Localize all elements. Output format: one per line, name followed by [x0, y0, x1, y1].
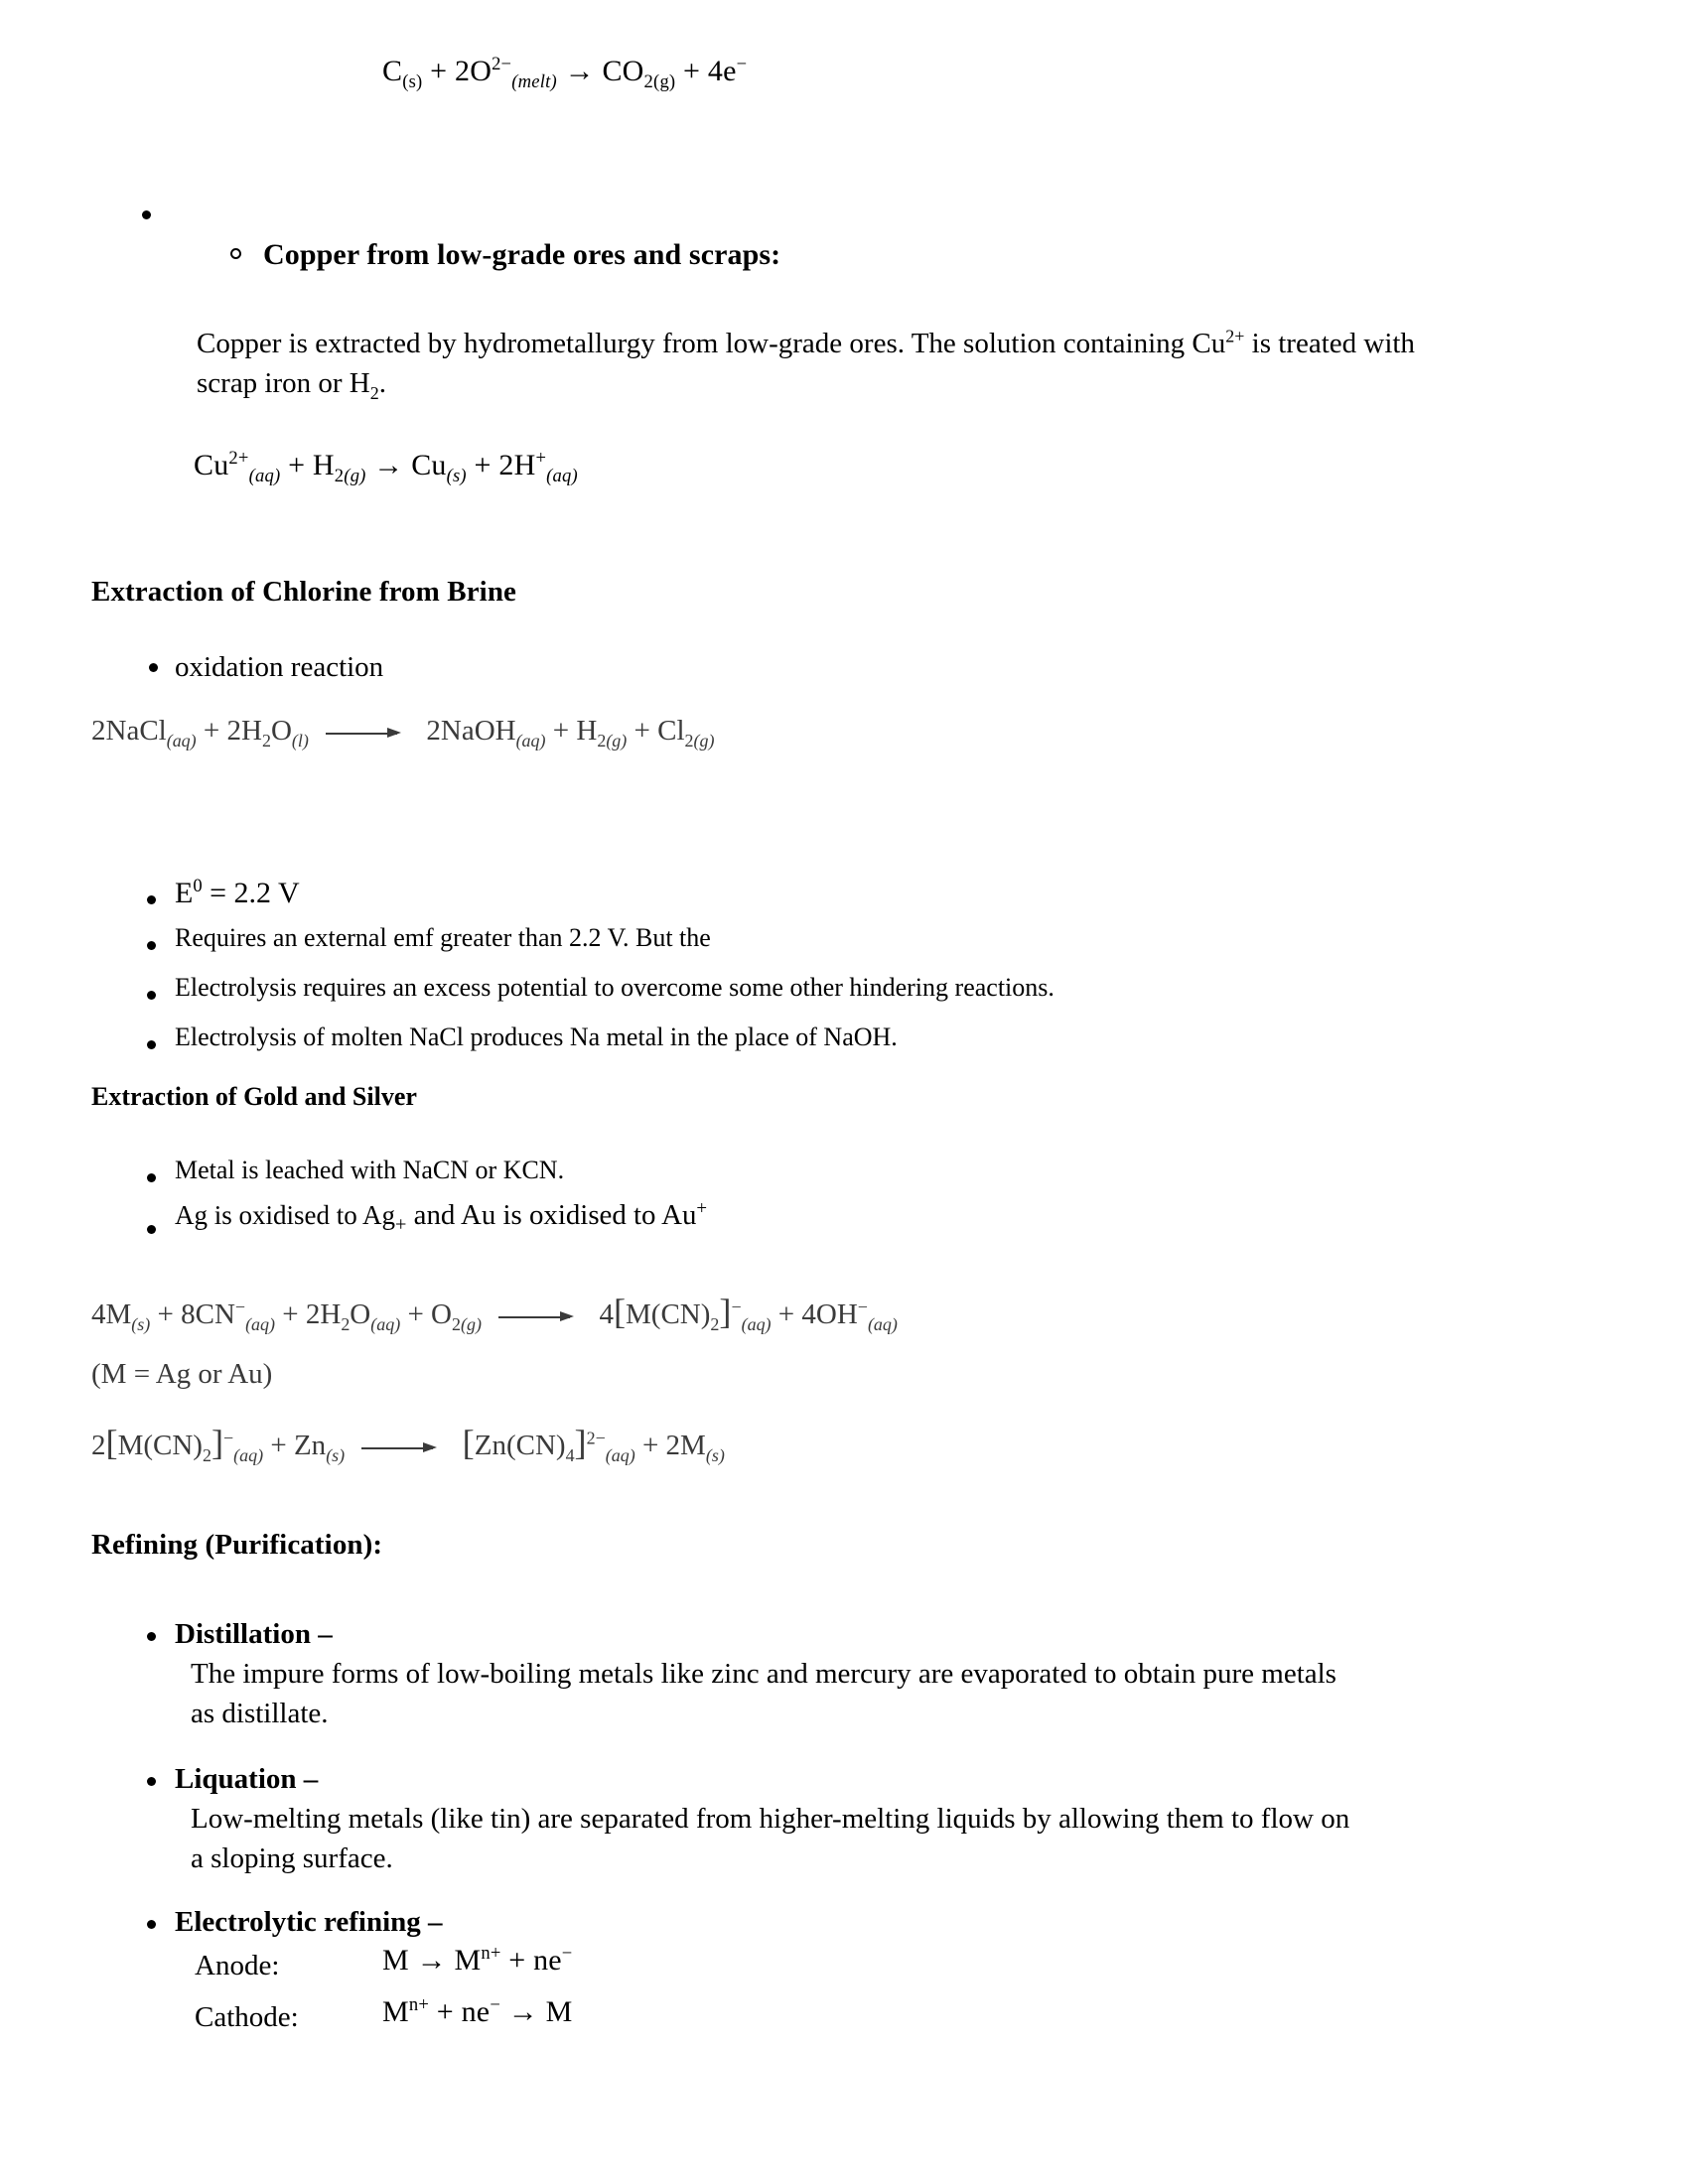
eq-brine-h2-sub: 2: [597, 730, 607, 751]
eq-zn-state: (s): [326, 1444, 346, 1465]
bullet-marker-leach: [147, 1173, 156, 1182]
chlorine-section-heading: Extraction of Chlorine from Brine: [91, 576, 517, 608]
eq-brine-coeff-1: 2: [91, 715, 106, 747]
eq-cu-h-species: H: [513, 449, 536, 481]
copper-paragraph-part1: Copper is extracted by hydrometallurgy from low-grade ores. The solution containing Cu: [197, 328, 1226, 359]
eq-zn-rhs-complex: Zn(CN): [474, 1430, 566, 1461]
eq-cn-cn-charge: −: [234, 1297, 246, 1317]
emf-superscript: 0: [193, 876, 203, 896]
eq-cn-complex-sub: 2: [710, 1313, 720, 1334]
refining-heading: Refining (Purification):: [91, 1529, 383, 1561]
eq-zn-arrow-icon: [361, 1442, 447, 1452]
eq-cn-plus-1: +: [157, 1298, 174, 1330]
eq-cn-coeff-2: 8: [181, 1298, 196, 1330]
eq-carbon-lhs-state: (s): [402, 71, 423, 92]
eq-cn-coeff-3: 2: [305, 1298, 321, 1330]
eq-carbon-oxide-state: (melt): [511, 71, 557, 92]
eq-cu-species: Cu: [194, 449, 229, 481]
eq-carbon-rhs-species: CO: [602, 55, 644, 87]
eq-zn-complex-1: M(CN): [117, 1430, 203, 1461]
bullet-marker-electrolytic: [147, 1920, 156, 1929]
eq-carbon-electron: e: [723, 55, 737, 87]
emf-value-text: = 2.2 V: [210, 877, 300, 909]
eq-zn-rhs-complex-sub: 4: [565, 1444, 575, 1465]
eq-brine-h2: H: [576, 715, 598, 747]
eq-cn-bracket-open: [: [613, 1292, 627, 1331]
eq-carbon-oxide: O: [470, 55, 492, 87]
eq-zn-complex-1-sub: 2: [202, 1444, 211, 1465]
eq-anode-rhs-species: M: [454, 1944, 482, 1977]
eq-zn-plus-2: +: [641, 1430, 659, 1461]
bullet-marker-empty: [142, 210, 151, 219]
eq-cathode-plus: +: [436, 1995, 454, 2028]
eq-zn-m-state: (s): [705, 1444, 725, 1465]
eq-brine-h: H: [241, 715, 262, 747]
eq-carbon-rhs-state: (g): [653, 71, 676, 92]
eq-cathode-electron-charge: −: [490, 1994, 500, 2015]
equation-brine-electrolysis: [91, 715, 715, 751]
copper-paragraph-end: .: [378, 367, 386, 399]
refining-item-2-title: Electrolytic refining –: [175, 1906, 443, 1938]
eq-cu-h-coeff: 2: [498, 449, 514, 481]
eq-brine-arrow-icon: [326, 728, 411, 738]
eq-cu-h2-sub: 2: [334, 466, 345, 486]
oxidation-part-1: Ag is oxidised to Ag: [175, 1200, 396, 1230]
chlorine-bullet-oxidation: oxidation reaction: [175, 651, 384, 683]
eq-cn-h-sub: 2: [341, 1313, 351, 1334]
chlorine-emf-value: [175, 874, 300, 913]
equation-cathode: [382, 1995, 572, 2029]
cathode-label: Cathode:: [195, 2001, 299, 2033]
eq-zn-rhs-complex-charge: 2−: [586, 1428, 606, 1448]
eq-brine-nacl-state: (aq): [166, 730, 197, 751]
eq-cn-plus-3: +: [407, 1298, 424, 1330]
refining-item-0-title: Distillation –: [175, 1618, 333, 1650]
equation-carbon-anode: [382, 54, 748, 92]
eq-cu-arrow-icon: →: [373, 449, 404, 481]
eq-cn-o: O: [350, 1298, 371, 1330]
eq-cn-cn: CN: [195, 1298, 235, 1330]
eq-carbon-electron-charge: −: [736, 54, 748, 74]
eq-zn-rhs-bracket-open: [: [462, 1423, 475, 1462]
eq-brine-rhs-coeff-1: 2: [426, 715, 441, 747]
eq-zn-coeff-1: 2: [91, 1430, 106, 1461]
eq-cn-water-state: (aq): [370, 1313, 401, 1334]
eq-anode-plus: +: [508, 1944, 526, 1977]
eq-anode-lhs: M: [382, 1944, 409, 1977]
copper-paragraph: [197, 324, 1477, 403]
eq-cn-o2: O: [431, 1298, 452, 1330]
gold-silver-oxidation-line: [175, 1198, 708, 1236]
eq-zn-complex-1-state: (aq): [233, 1444, 264, 1465]
eq-zn-m-coeff: 2: [665, 1430, 681, 1461]
eq-brine-nacl: NaCl: [105, 715, 167, 747]
eq-brine-plus-2: +: [552, 715, 570, 747]
eq-brine-cl2: Cl: [657, 715, 685, 747]
chlorine-bullet-2: Electrolysis of molten NaCl produces Na metal in the place of NaOH.: [175, 1023, 898, 1051]
eq-brine-naoh: NaOH: [440, 715, 516, 747]
eq-brine-naoh-state: (aq): [515, 730, 546, 751]
eq-cn-rhs-coeff: 4: [599, 1298, 614, 1330]
eq-carbon-coeff-2: 2: [454, 55, 471, 87]
eq-zn-rhs-complex-state: (aq): [605, 1444, 635, 1465]
bullet-marker-oxidation: [149, 663, 158, 672]
metal-definition-note: (M = Ag or Au): [91, 1358, 273, 1390]
eq-cu-plus-2: +: [474, 449, 492, 481]
bullet-marker-distillation: [147, 1632, 156, 1641]
eq-brine-water-state: (l): [291, 730, 309, 751]
copper-heading: Copper from low-grade ores and scraps:: [263, 238, 781, 271]
emf-symbol: E: [175, 877, 194, 909]
eq-cn-arrow-icon: [498, 1311, 584, 1321]
eq-anode-electrons: ne: [533, 1944, 562, 1977]
eq-cn-o2-state: (g): [460, 1313, 482, 1334]
gold-silver-heading: Extraction of Gold and Silver: [91, 1082, 417, 1111]
eq-carbon-plus-1: +: [430, 55, 448, 87]
eq-brine-h-sub: 2: [261, 730, 271, 751]
eq-brine-h2-state: (g): [606, 730, 628, 751]
oxidation-au-charge: +: [696, 1198, 708, 1219]
eq-cn-cn-state: (aq): [245, 1313, 275, 1334]
anode-label: Anode:: [195, 1950, 280, 1981]
eq-cn-complex-charge: −: [731, 1297, 742, 1317]
eq-cu-state: (aq): [248, 466, 281, 486]
eq-cn-m: M: [105, 1298, 132, 1330]
eq-cn-oh: OH: [815, 1298, 858, 1330]
eq-carbon-lhs-species: C: [382, 55, 403, 87]
eq-cn-oh-coeff: 4: [801, 1298, 816, 1330]
eq-carbon-electron-coeff: 4: [707, 55, 724, 87]
oxidation-ag-charge: +: [395, 1213, 407, 1236]
copper-cu-charge: 2+: [1225, 326, 1245, 346]
oxidation-part-2: and Au is oxidised to Au: [406, 1199, 697, 1231]
eq-zn-m: M: [680, 1430, 706, 1461]
eq-cu-rhs-state: (s): [446, 466, 467, 486]
eq-zn-species: Zn: [293, 1430, 327, 1461]
bullet-marker-chlorine-0: [147, 941, 156, 950]
bullet-marker-liquation: [147, 1777, 156, 1786]
eq-brine-plus-3: +: [633, 715, 650, 747]
refining-item-1-body: Low-melting metals (like tin) are separated from higher-melting liquids by allowing them to flow on a sloping surface.: [191, 1803, 1350, 1874]
eq-zn-complex-1-charge: −: [223, 1428, 234, 1448]
bullet-marker-chlorine-1: [147, 991, 156, 1000]
eq-anode-arrow-icon: →: [416, 1944, 447, 1977]
eq-cu-h-state: (aq): [546, 466, 578, 486]
eq-cn-o2-sub: 2: [452, 1313, 461, 1334]
eq-cathode-electrons: ne: [461, 1995, 491, 2028]
eq-brine-plus-1: +: [203, 715, 220, 747]
eq-cn-m-state: (s): [131, 1313, 151, 1334]
eq-carbon-oxide-charge: 2−: [492, 54, 512, 74]
eq-cu-rhs-species: Cu: [411, 449, 447, 481]
eq-brine-cl2-state: (g): [693, 730, 715, 751]
equation-copper-displacement: [194, 448, 578, 486]
bullet-marker-copper-heading: [230, 248, 241, 259]
eq-cu-plus-1: +: [288, 449, 306, 481]
chlorine-bullet-0: Requires an external emf greater than 2.2 V. But the: [175, 923, 711, 952]
eq-zn-plus-1: +: [270, 1430, 287, 1461]
eq-cn-complex-state: (aq): [741, 1313, 772, 1334]
eq-cn-complex: M(CN): [626, 1298, 711, 1330]
eq-zn-bracket-close-1: ]: [211, 1423, 224, 1462]
refining-item-0-body: The impure forms of low-boiling metals like zinc and mercury are evaporated to obtain pure metals as distillate.: [191, 1658, 1336, 1729]
bullet-marker-emf-value: [147, 895, 156, 904]
eq-zn-bracket-open-1: [: [105, 1423, 118, 1462]
eq-cathode-rhs: M: [545, 1995, 573, 2028]
eq-cn-plus-2: +: [282, 1298, 299, 1330]
equation-zinc-displacement: [91, 1422, 725, 1463]
eq-cu-h2: H: [312, 449, 335, 481]
bullet-marker-chlorine-2: [147, 1040, 156, 1049]
eq-cu-h-charge: +: [535, 448, 547, 469]
copper-paragraph-part2: is treated with scrap iron or H: [197, 328, 1415, 399]
eq-cathode-arrow-icon: →: [507, 1995, 538, 2028]
eq-anode-rhs-charge: n+: [481, 1943, 501, 1964]
eq-cn-oh-charge: −: [857, 1297, 868, 1317]
eq-carbon-plus-2: +: [683, 55, 701, 87]
eq-brine-cl2-sub: 2: [684, 730, 694, 751]
refining-item-1-title: Liquation –: [175, 1763, 319, 1795]
eq-carbon-rhs-sub: 2: [643, 71, 654, 92]
eq-cathode-lhs-species: M: [382, 1995, 409, 2028]
eq-carbon-arrow-icon: →: [564, 55, 595, 87]
eq-cn-oh-state: (aq): [867, 1313, 898, 1334]
eq-cn-plus-4: +: [777, 1298, 795, 1330]
copper-h2-sub: 2: [369, 382, 379, 403]
eq-brine-o: O: [270, 715, 292, 747]
chlorine-bullet-1: Electrolysis requires an excess potential to overcome some other hindering reactions.: [175, 973, 1055, 1002]
eq-zn-rhs-bracket-close: ]: [574, 1423, 587, 1462]
eq-cn-h: H: [320, 1298, 342, 1330]
gold-silver-bullet-leach: Metal is leached with NaCN or KCN.: [175, 1156, 565, 1184]
bullet-marker-oxidised: [147, 1225, 156, 1234]
equation-cyanide-leaching: [91, 1291, 898, 1332]
equation-anode: [382, 1944, 572, 1978]
eq-anode-electron-charge: −: [561, 1943, 573, 1964]
eq-cu-charge: 2+: [228, 448, 249, 469]
eq-cn-coeff-1: 4: [91, 1298, 106, 1330]
eq-cathode-lhs-charge: n+: [408, 1994, 430, 2015]
eq-brine-coeff-2: 2: [226, 715, 242, 747]
eq-cu-h2-state: (g): [344, 466, 366, 486]
eq-cn-bracket-close: ]: [719, 1292, 732, 1331]
